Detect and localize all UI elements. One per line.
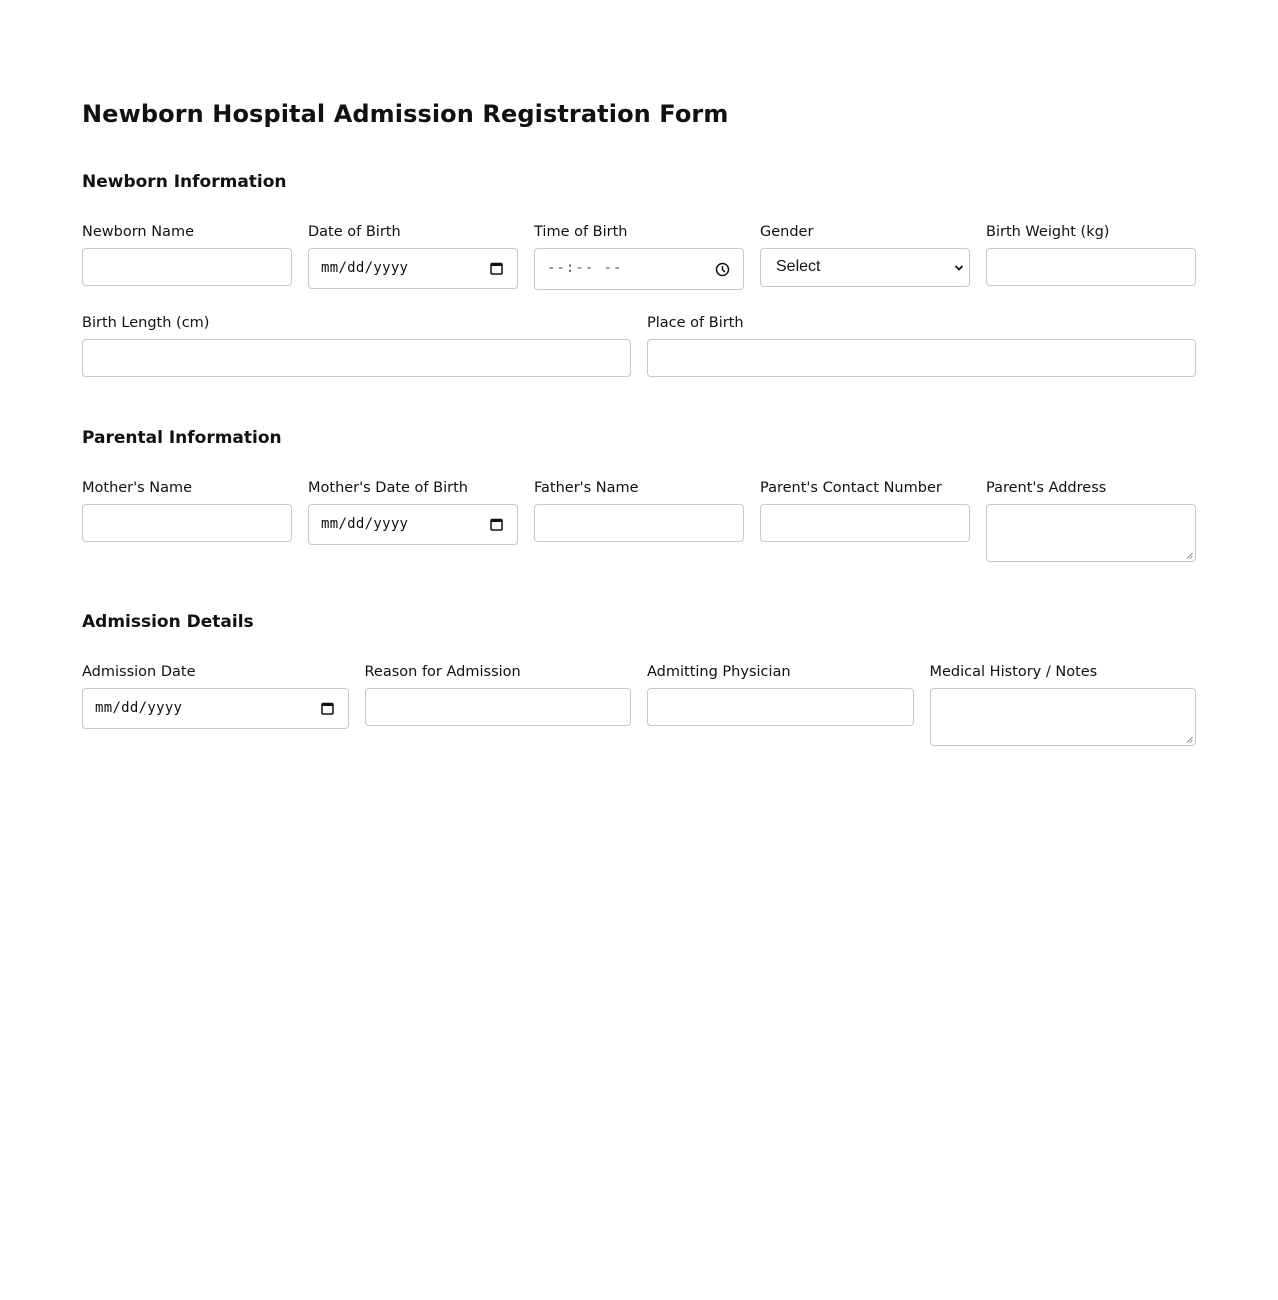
field-newborn-name [82,223,292,290]
fathers-name-input[interactable] [534,504,744,542]
gender-select[interactable] [760,248,970,287]
field-admission-date [82,663,349,746]
label-mothers-dob: Mother's Date of Birth [308,480,468,496]
newborn-name-input[interactable] [82,248,292,286]
admission-row [82,663,1196,746]
admitting-physician-input[interactable] [647,688,914,726]
date-placeholder: mm/dd/yyyy [95,700,183,716]
mothers-dob-input[interactable] [308,504,518,545]
field-birth-weight [986,223,1196,290]
contact-number-input[interactable] [760,504,970,542]
field-date-of-birth [308,223,518,290]
calendar-icon[interactable] [320,701,335,716]
registration-form [82,96,1196,746]
birth-length-input[interactable] [82,339,631,377]
time-placeholder: --:-- -- [547,260,623,276]
gender-selected-value: Select [776,258,821,275]
label-birth-weight: Birth Weight (kg) [986,224,1110,240]
date-placeholder: mm/dd/yyyy [321,260,409,276]
label-date-of-birth: Date of Birth [308,224,401,240]
label-contact-number: Parent's Contact Number [760,480,942,496]
label-gender: Gender [760,224,814,240]
page-title: Newborn Hospital Admission Registration Form [82,100,729,128]
parents-address-textarea[interactable] [986,504,1196,562]
label-medical-history: Medical History / Notes [929,664,1098,680]
mothers-name-input[interactable] [82,504,292,542]
field-time-of-birth [534,223,744,290]
field-mothers-name [82,479,292,562]
resize-handle-icon[interactable] [1186,736,1193,743]
place-of-birth-input[interactable] [647,339,1196,377]
label-admitting-physician: Admitting Physician [647,664,791,680]
parental-row [82,479,1196,562]
field-place-of-birth [647,314,1196,377]
date-placeholder: mm/dd/yyyy [321,516,409,532]
date-of-birth-input[interactable] [308,248,518,289]
field-parents-address [986,479,1196,562]
field-admitting-physician [647,663,914,746]
medical-history-textarea[interactable] [930,688,1197,746]
clock-icon[interactable] [715,262,730,277]
field-birth-length [82,314,631,377]
label-parents-address: Parent's Address [986,480,1107,496]
time-of-birth-input[interactable] [534,248,744,290]
newborn-row-1 [82,223,1196,290]
label-newborn-name: Newborn Name [82,224,194,240]
newborn-row-2 [82,314,1196,377]
reason-for-admission-input[interactable] [365,688,632,726]
label-reason-for-admission: Reason for Admission [364,664,521,680]
label-time-of-birth: Time of Birth [534,224,628,240]
label-mothers-name: Mother's Name [82,480,193,496]
label-fathers-name: Father's Name [534,480,639,496]
section-title-parental: Parental Information [82,428,282,448]
calendar-icon[interactable] [489,517,504,532]
label-birth-length: Birth Length (cm) [82,315,210,331]
field-contact-number [760,479,970,562]
chevron-down-icon [954,263,964,273]
admission-date-input[interactable] [82,688,349,729]
field-gender [760,223,970,290]
calendar-icon[interactable] [489,261,504,276]
birth-weight-input[interactable] [986,248,1196,286]
label-admission-date: Admission Date [82,664,196,680]
section-title-admission: Admission Details [82,612,254,632]
resize-handle-icon[interactable] [1186,552,1193,559]
field-medical-history [930,663,1197,746]
field-mothers-dob [308,479,518,562]
section-title-newborn: Newborn Information [82,172,287,192]
field-fathers-name [534,479,744,562]
label-place-of-birth: Place of Birth [647,315,744,331]
field-reason-for-admission [365,663,632,746]
